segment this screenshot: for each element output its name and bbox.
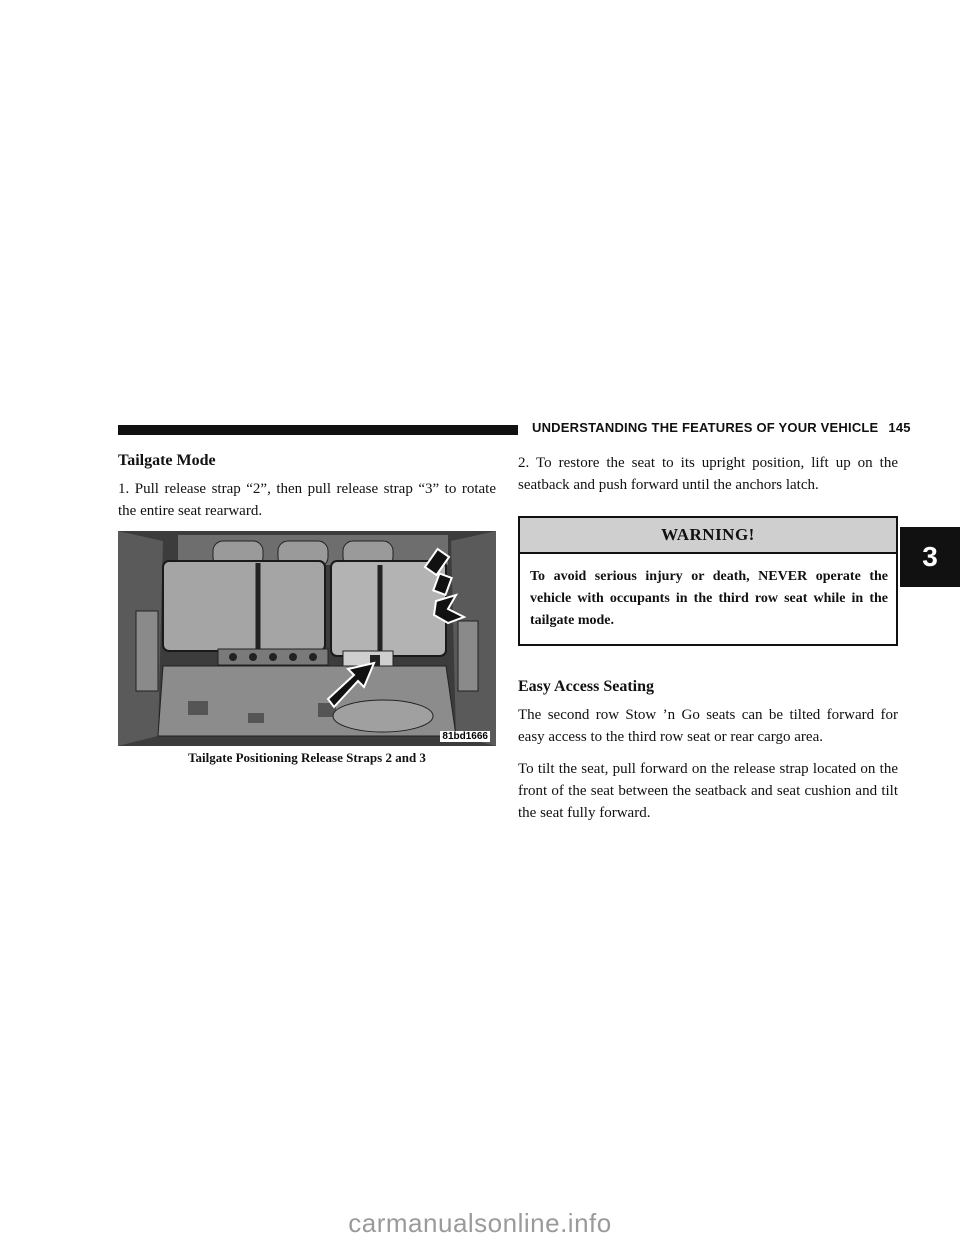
tailgate-mode-heading: Tailgate Mode bbox=[118, 452, 216, 469]
right-column bbox=[518, 452, 898, 824]
easy-access-heading: Easy Access Seating bbox=[518, 678, 654, 695]
chapter-tab: 3 bbox=[900, 527, 960, 587]
warning-text: To avoid serious injury or death, NEVER operate the vehicle with occupants in the third row seat while in the tailgate mode. bbox=[530, 569, 888, 628]
image-code: 81bd1666 bbox=[442, 731, 488, 742]
section-title: UNDERSTANDING THE FEATURES OF YOUR VEHICLE bbox=[532, 420, 879, 435]
tailgate-figure bbox=[118, 531, 496, 746]
page-number: 145 bbox=[888, 420, 911, 435]
header-rule bbox=[118, 425, 518, 435]
warning-box bbox=[518, 516, 898, 646]
easy-access-paragraph-1: The second row Stow ’n Go seats can be tilted forward for easy access to the third row seat or rear cargo area. bbox=[518, 707, 898, 745]
step-2-text: 2. To restore the seat to its upright position, lift up on the seatback and push forward until the anchors latch. bbox=[518, 455, 898, 493]
step-1-text: 1. Pull release strap “2”, then pull release strap “3” to rotate the entire seat rearward. bbox=[118, 481, 496, 519]
warning-title: WARNING! bbox=[520, 518, 896, 554]
left-column bbox=[118, 452, 496, 766]
watermark: carmanualsonline.info bbox=[348, 1208, 612, 1238]
easy-access-paragraph-2: To tilt the seat, pull forward on the release strap located on the front of the seat between the seatback and seat cushion and tilt the seat fully forward. bbox=[518, 761, 898, 821]
cargo-area-illustration bbox=[118, 531, 496, 746]
figure-caption: Tailgate Positioning Release Straps 2 and 3 bbox=[188, 750, 426, 765]
running-header bbox=[532, 420, 911, 435]
